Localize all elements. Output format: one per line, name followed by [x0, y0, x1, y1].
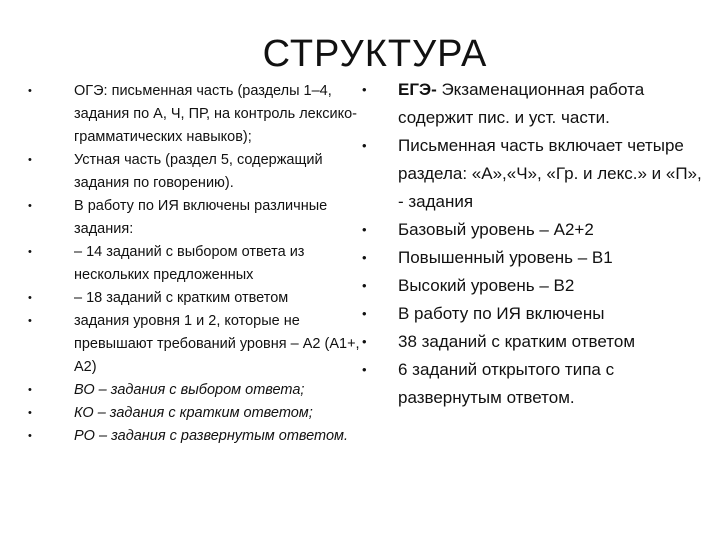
- bullet-icon: •: [362, 362, 367, 377]
- list-item-text: КО – задания с кратким ответом;: [74, 405, 313, 421]
- bullet-icon: •: [362, 306, 367, 321]
- list-item-text: Письменная часть включает четыре раздела: «А»,«Ч», «Гр. и лекс.» и «П», - задания: [398, 136, 702, 211]
- list-item: [28, 425, 368, 448]
- list-item-text: – 14 заданий с выбором ответа из нескольких предложенных: [74, 244, 305, 283]
- list-item-text: Устная часть (раздел 5, содержащий задания по говорению).: [74, 152, 323, 191]
- oge-bullet-list: [28, 80, 368, 448]
- list-item: [360, 76, 705, 132]
- slide-title: СТРУКТУРА: [262, 33, 488, 75]
- list-item: [28, 379, 368, 402]
- list-item: [360, 300, 705, 328]
- bullet-icon: •: [28, 315, 32, 327]
- list-item: [360, 132, 705, 216]
- list-item: [28, 241, 368, 287]
- bullet-icon: •: [362, 138, 367, 153]
- bullet-icon: •: [362, 250, 367, 265]
- bullet-icon: •: [28, 384, 32, 396]
- bullet-icon: •: [362, 222, 367, 237]
- ege-label: ЕГЭ-: [398, 80, 437, 99]
- bullet-icon: •: [28, 292, 32, 304]
- bullet-icon: •: [362, 278, 367, 293]
- list-item-text: В работу по ИЯ включены: [398, 304, 605, 323]
- list-item: [28, 80, 368, 149]
- bullet-icon: •: [28, 85, 32, 97]
- bullet-icon: •: [28, 407, 32, 419]
- list-item-text: ВО – задания с выбором ответа;: [74, 382, 305, 398]
- list-item: [28, 402, 368, 425]
- list-item-text: 6 заданий открытого типа с развернутым ответом.: [398, 360, 615, 407]
- list-item-text: РО – задания с развернутым ответом.: [74, 428, 349, 444]
- list-item: [28, 310, 368, 379]
- ege-bullet-list: [360, 76, 705, 412]
- list-item: [28, 149, 368, 195]
- list-item-text: В работу по ИЯ включены различные задания:: [74, 198, 328, 237]
- list-item: [28, 195, 368, 241]
- bullet-icon: •: [28, 430, 32, 442]
- bullet-icon: •: [362, 334, 367, 349]
- list-item: [360, 216, 705, 244]
- list-item: [360, 356, 705, 412]
- list-item: [360, 272, 705, 300]
- bullet-icon: •: [28, 154, 32, 166]
- list-item: [28, 287, 368, 310]
- list-item-text: – 18 заданий с кратким ответом: [74, 290, 289, 306]
- bullet-icon: •: [28, 200, 32, 212]
- list-item-text: Повышенный уровень – В1: [398, 248, 613, 267]
- list-item-text: Базовый уровень – А2+2: [398, 220, 594, 239]
- list-item: [360, 244, 705, 272]
- list-item-text: 38 заданий с кратким ответом: [398, 332, 636, 351]
- list-item: [360, 328, 705, 356]
- list-item-text: ОГЭ: письменная часть (разделы 1–4, задания по А, Ч, ПР, на контроль лексико-грамматических навыков);: [74, 83, 357, 145]
- bullet-icon: •: [362, 82, 367, 97]
- bullet-icon: •: [28, 246, 32, 258]
- list-item-text: Высокий уровень – В2: [398, 276, 575, 295]
- list-item-text: Экзаменационная работа содержит пис. и уст. части.: [398, 80, 645, 127]
- list-item-text: задания уровня 1 и 2, которые не превышают требований уровня – А2 (А1+, А2): [74, 313, 360, 375]
